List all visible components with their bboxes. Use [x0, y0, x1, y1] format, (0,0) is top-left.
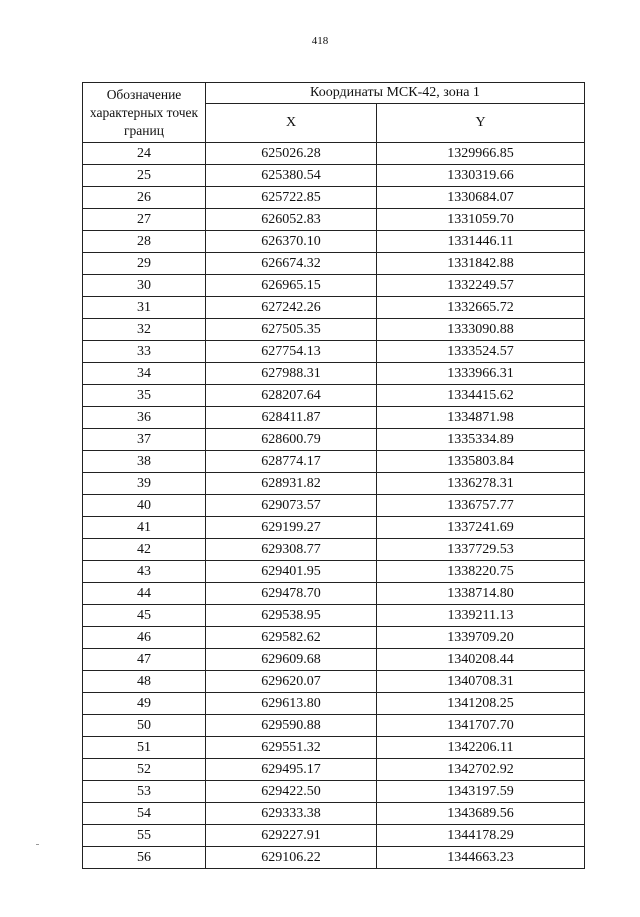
point-number-cell: 46 [83, 627, 206, 649]
table-row [83, 319, 585, 341]
x-coordinate-cell: 629106.22 [206, 847, 377, 869]
y-coordinate-cell: 1340208.44 [377, 649, 585, 671]
point-number-cell: 42 [83, 539, 206, 561]
table-row [83, 561, 585, 583]
y-coordinate-cell: 1331059.70 [377, 209, 585, 231]
point-number-cell: 39 [83, 473, 206, 495]
point-number-cell: 48 [83, 671, 206, 693]
x-coordinate-cell: 629073.57 [206, 495, 377, 517]
table-row [83, 803, 585, 825]
point-number-cell: 49 [83, 693, 206, 715]
y-coordinate-cell: 1337241.69 [377, 517, 585, 539]
point-number-cell: 43 [83, 561, 206, 583]
x-coordinate-cell: 629620.07 [206, 671, 377, 693]
x-coordinate-cell: 626370.10 [206, 231, 377, 253]
x-coordinate-cell: 629227.91 [206, 825, 377, 847]
x-coordinate-cell: 627505.35 [206, 319, 377, 341]
point-number-cell: 27 [83, 209, 206, 231]
y-coordinate-cell: 1336278.31 [377, 473, 585, 495]
y-coordinate-cell: 1334871.98 [377, 407, 585, 429]
x-coordinate-cell: 629582.62 [206, 627, 377, 649]
y-coordinate-cell: 1335334.89 [377, 429, 585, 451]
table-row [83, 649, 585, 671]
x-coordinate-cell: 629609.68 [206, 649, 377, 671]
x-coordinate-cell: 628600.79 [206, 429, 377, 451]
x-coordinate-cell: 628207.64 [206, 385, 377, 407]
y-coordinate-cell: 1339709.20 [377, 627, 585, 649]
x-coordinate-cell: 629538.95 [206, 605, 377, 627]
point-number-cell: 33 [83, 341, 206, 363]
table-row [83, 737, 585, 759]
y-coordinate-cell: 1330684.07 [377, 187, 585, 209]
x-coordinate-cell: 629551.32 [206, 737, 377, 759]
y-coordinate-cell: 1329966.85 [377, 143, 585, 165]
point-number-cell: 36 [83, 407, 206, 429]
x-coordinate-cell: 628931.82 [206, 473, 377, 495]
header-coordinate-system: Координаты МСК-42, зона 1 [206, 83, 585, 104]
table-row [83, 517, 585, 539]
table-row [83, 627, 585, 649]
x-coordinate-cell: 629590.88 [206, 715, 377, 737]
point-number-cell: 38 [83, 451, 206, 473]
table-row [83, 605, 585, 627]
x-coordinate-cell: 627754.13 [206, 341, 377, 363]
point-number-cell: 56 [83, 847, 206, 869]
y-coordinate-cell: 1338714.80 [377, 583, 585, 605]
table-row [83, 275, 585, 297]
table-header [83, 83, 585, 143]
y-coordinate-cell: 1331446.11 [377, 231, 585, 253]
point-number-cell: 52 [83, 759, 206, 781]
table-row [83, 693, 585, 715]
x-coordinate-cell: 627242.26 [206, 297, 377, 319]
y-coordinate-cell: 1341208.25 [377, 693, 585, 715]
x-coordinate-cell: 629613.80 [206, 693, 377, 715]
x-coordinate-cell: 629495.17 [206, 759, 377, 781]
point-number-cell: 54 [83, 803, 206, 825]
y-coordinate-cell: 1330319.66 [377, 165, 585, 187]
y-coordinate-cell: 1331842.88 [377, 253, 585, 275]
table-row [83, 363, 585, 385]
point-number-cell: 35 [83, 385, 206, 407]
point-number-cell: 55 [83, 825, 206, 847]
x-coordinate-cell: 625026.28 [206, 143, 377, 165]
y-coordinate-cell: 1343689.56 [377, 803, 585, 825]
y-coordinate-cell: 1339211.13 [377, 605, 585, 627]
table-row [83, 671, 585, 693]
y-coordinate-cell: 1332665.72 [377, 297, 585, 319]
y-coordinate-cell: 1342206.11 [377, 737, 585, 759]
table-row [83, 385, 585, 407]
x-coordinate-cell: 629199.27 [206, 517, 377, 539]
y-coordinate-cell: 1342702.92 [377, 759, 585, 781]
table-row [83, 429, 585, 451]
y-coordinate-cell: 1341707.70 [377, 715, 585, 737]
point-number-cell: 24 [83, 143, 206, 165]
x-coordinate-cell: 627988.31 [206, 363, 377, 385]
point-number-cell: 34 [83, 363, 206, 385]
header-point-designation: Обозначение характерных точек границ [83, 83, 206, 143]
table-row [83, 165, 585, 187]
y-coordinate-cell: 1338220.75 [377, 561, 585, 583]
table-row [83, 759, 585, 781]
table-row [83, 297, 585, 319]
y-coordinate-cell: 1336757.77 [377, 495, 585, 517]
page-number: 418 [311, 35, 329, 47]
point-number-cell: 37 [83, 429, 206, 451]
table-row [83, 847, 585, 869]
table-row [83, 451, 585, 473]
x-coordinate-cell: 628411.87 [206, 407, 377, 429]
x-coordinate-cell: 626674.32 [206, 253, 377, 275]
point-number-cell: 50 [83, 715, 206, 737]
y-coordinate-cell: 1343197.59 [377, 781, 585, 803]
x-coordinate-cell: 629333.38 [206, 803, 377, 825]
x-coordinate-cell: 625380.54 [206, 165, 377, 187]
point-number-cell: 28 [83, 231, 206, 253]
x-coordinate-cell: 628774.17 [206, 451, 377, 473]
x-coordinate-cell: 629401.95 [206, 561, 377, 583]
y-coordinate-cell: 1334415.62 [377, 385, 585, 407]
point-number-cell: 32 [83, 319, 206, 341]
y-coordinate-cell: 1335803.84 [377, 451, 585, 473]
x-coordinate-cell: 626052.83 [206, 209, 377, 231]
point-number-cell: 45 [83, 605, 206, 627]
y-coordinate-cell: 1340708.31 [377, 671, 585, 693]
table-row [83, 473, 585, 495]
point-number-cell: 47 [83, 649, 206, 671]
point-number-cell: 31 [83, 297, 206, 319]
header-y: Y [377, 104, 585, 143]
table-row [83, 583, 585, 605]
table-row [83, 253, 585, 275]
x-coordinate-cell: 629478.70 [206, 583, 377, 605]
table-row [83, 187, 585, 209]
scan-artifact [36, 844, 39, 845]
table-row [83, 539, 585, 561]
table-row [83, 143, 585, 165]
point-number-cell: 30 [83, 275, 206, 297]
table-row [83, 715, 585, 737]
table-row [83, 231, 585, 253]
point-number-cell: 29 [83, 253, 206, 275]
point-number-cell: 40 [83, 495, 206, 517]
x-coordinate-cell: 629308.77 [206, 539, 377, 561]
y-coordinate-cell: 1344178.29 [377, 825, 585, 847]
point-number-cell: 51 [83, 737, 206, 759]
point-number-cell: 26 [83, 187, 206, 209]
y-coordinate-cell: 1333524.57 [377, 341, 585, 363]
x-coordinate-cell: 626965.15 [206, 275, 377, 297]
table-row [83, 407, 585, 429]
x-coordinate-cell: 629422.50 [206, 781, 377, 803]
y-coordinate-cell: 1333966.31 [377, 363, 585, 385]
table-row [83, 781, 585, 803]
table-row [83, 209, 585, 231]
point-number-cell: 44 [83, 583, 206, 605]
point-number-cell: 25 [83, 165, 206, 187]
point-number-cell: 53 [83, 781, 206, 803]
coordinates-table [82, 82, 585, 869]
table-row [83, 495, 585, 517]
y-coordinate-cell: 1337729.53 [377, 539, 585, 561]
y-coordinate-cell: 1332249.57 [377, 275, 585, 297]
table-body [83, 143, 585, 869]
y-coordinate-cell: 1333090.88 [377, 319, 585, 341]
y-coordinate-cell: 1344663.23 [377, 847, 585, 869]
point-number-cell: 41 [83, 517, 206, 539]
table-row [83, 825, 585, 847]
x-coordinate-cell: 625722.85 [206, 187, 377, 209]
table-row [83, 341, 585, 363]
header-x: X [206, 104, 377, 143]
